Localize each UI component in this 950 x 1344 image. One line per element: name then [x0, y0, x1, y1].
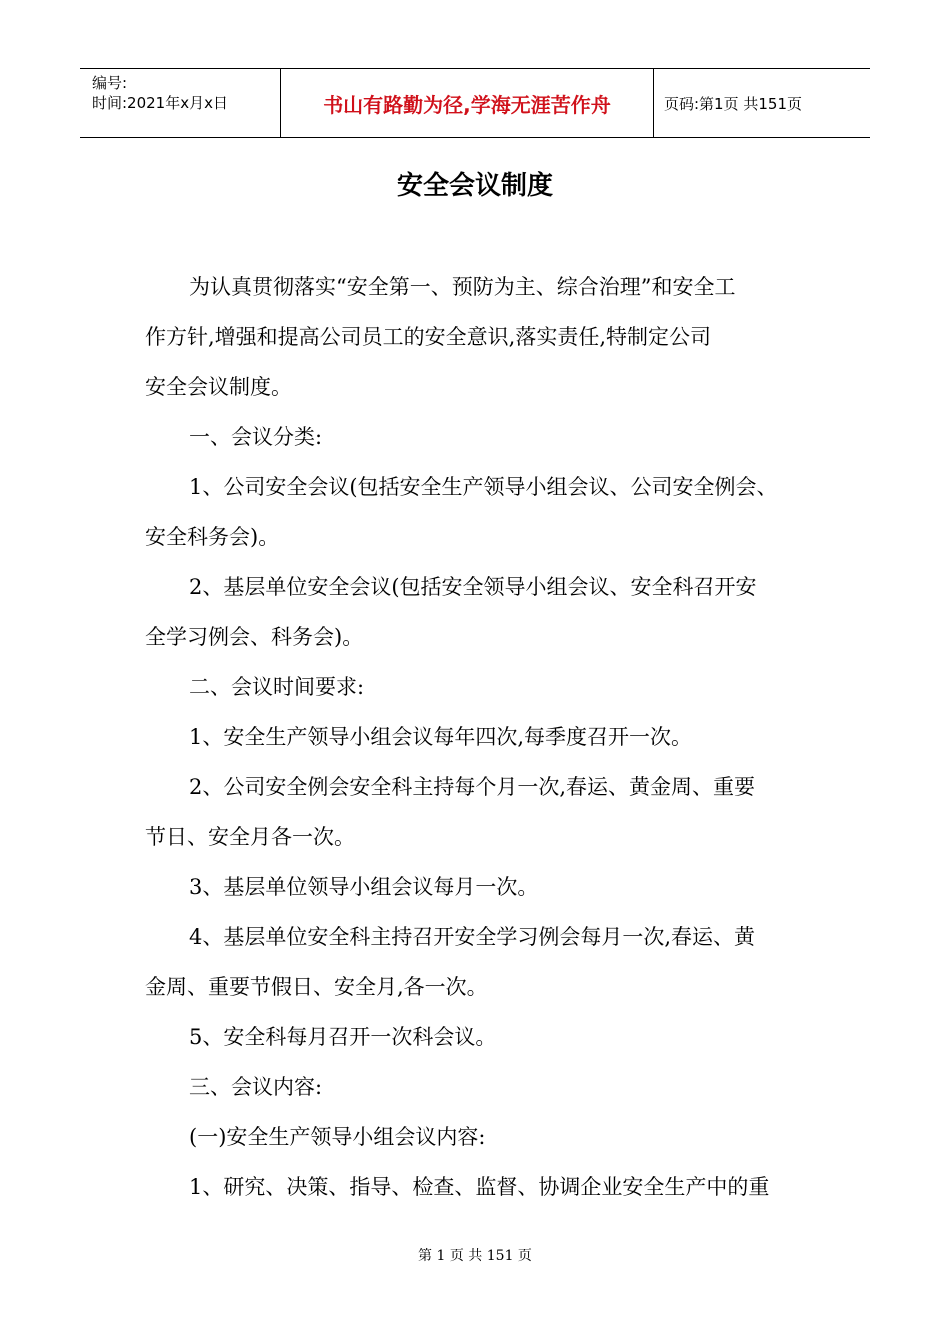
text-line: 节日、安全月各一次。 — [145, 825, 355, 849]
text-line: 1、研究、决策、指导、检查、监督、协调企业安全生产中的重 — [189, 1175, 770, 1199]
time-label: 时间:2021年x月x日 — [92, 94, 228, 112]
section-heading: 三、会议内容: — [189, 1075, 323, 1099]
text-line: 3、基层单位领导小组会议每月一次。 — [189, 875, 539, 899]
text-line: 安全会议制度。 — [145, 375, 292, 399]
header-meta — [80, 69, 280, 137]
page-title: 安全会议制度 — [396, 171, 553, 201]
header-motto: 书山有路勤为径,学海无涯苦作舟 — [280, 69, 654, 137]
header-page-info: 页码:第1页 共151页 — [664, 94, 802, 113]
text-line: 4、基层单位安全科主持召开安全学习例会每月一次,春运、黄 — [189, 925, 756, 949]
text-line: 作方针,增强和提高公司员工的安全意识,落实责任,特制定公司 — [145, 325, 712, 349]
number-label: 编号: — [92, 74, 128, 92]
section-heading: 二、会议时间要求: — [189, 675, 365, 699]
text-line: 全学习例会、科务会)。 — [145, 625, 364, 649]
text-line: 安全科务会)。 — [145, 525, 280, 549]
text-line: 5、安全科每月召开一次科会议。 — [189, 1025, 497, 1049]
text-line: 金周、重要节假日、安全月,各一次。 — [145, 975, 488, 999]
subsection-heading: (一)安全生产领导小组会议内容: — [189, 1125, 486, 1149]
document-header — [80, 68, 870, 138]
text-line: 2、公司安全例会安全科主持每个月一次,春运、黄金周、重要 — [189, 775, 756, 799]
text-line: 2、基层单位安全会议(包括安全领导小组会议、安全科召开安 — [189, 575, 757, 599]
text-line: 为认真贯彻落实“安全第一、预防为主、综合治理”和安全工 — [189, 275, 736, 299]
section-heading: 一、会议分类: — [189, 425, 323, 449]
text-line: 1、安全生产领导小组会议每年四次,每季度召开一次。 — [189, 725, 693, 749]
page-footer: 第 1 页 共 151 页 — [418, 1248, 532, 1264]
document-body — [145, 262, 810, 1212]
text-line: 1、公司安全会议(包括安全生产领导小组会议、公司安全例会、 — [189, 475, 778, 499]
